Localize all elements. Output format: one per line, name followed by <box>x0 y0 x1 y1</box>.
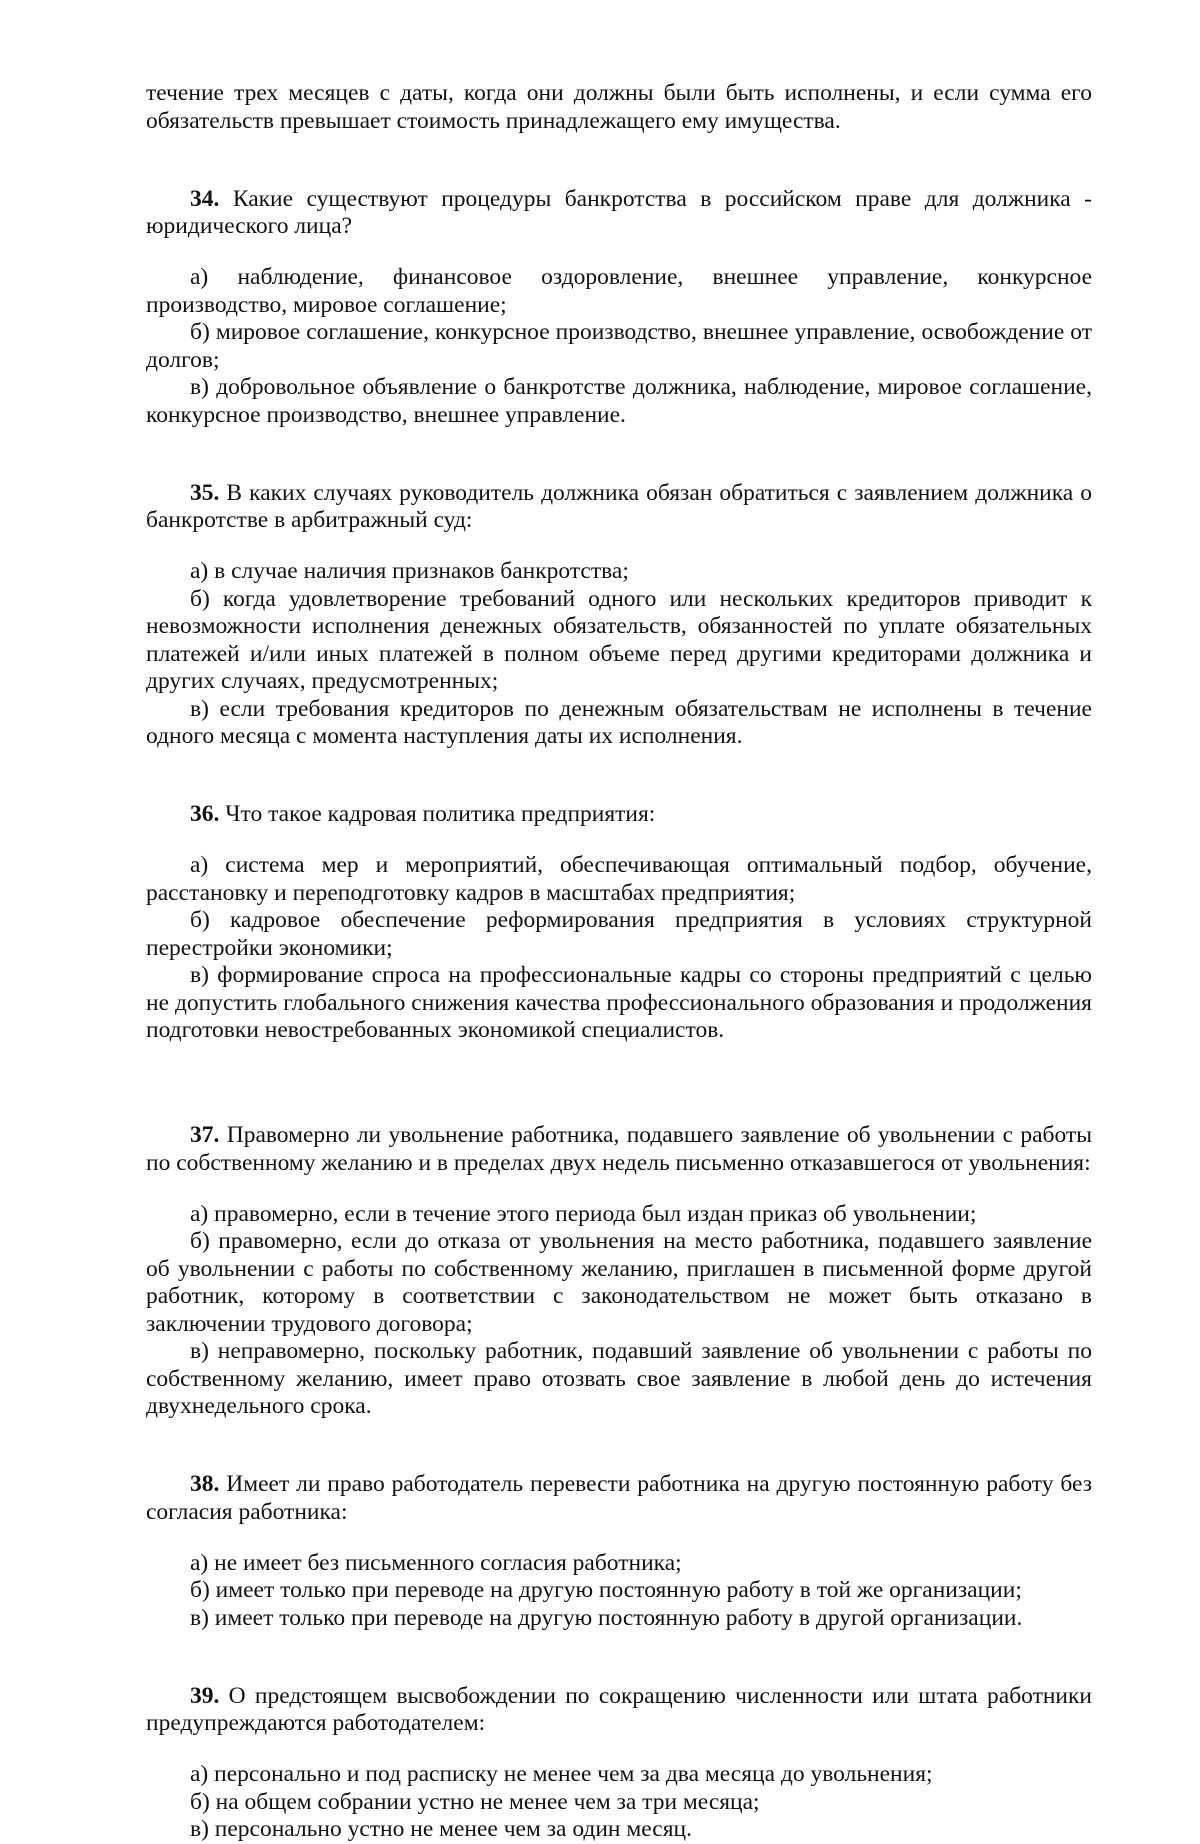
document-page <box>146 80 1092 1844</box>
question-number: 34. <box>190 185 220 212</box>
question-body: Какие существуют процедуры банкротства в российском праве для должника - юридического лица? <box>146 185 1093 239</box>
answer-option-a: а) правомерно, если в течение этого периода был издан приказ об увольнении; <box>190 1200 977 1227</box>
question-34 <box>146 186 1092 430</box>
intro-paragraph: течение трех месяцев с даты, когда они должны были быть исполнены, и если сумма его обязательств превышает стоимость принадлежащего ему имущества. <box>146 80 1092 134</box>
question-number: 37. <box>190 1122 220 1148</box>
question-number: 35. <box>190 479 220 506</box>
answer-option-b: б) когда удовлетворение требований одного или нескольких кредиторов приводит к невозможности исполнения денежных обязательств, обязанностей по уплате обязательных платежей и/или иных платежей в полном объеме перед другими кредиторами должника и других случаях, предусмотренных; <box>146 585 1092 694</box>
question-text <box>146 1122 1092 1177</box>
question-body: Что такое кадровая политика предприятия: <box>225 801 656 827</box>
spacer <box>146 429 1092 456</box>
answer-option-b: б) имеет только при переводе на другую постоянную работу в той же организации; <box>190 1577 1022 1603</box>
answer-option-a: а) в случае наличия признаков банкротства; <box>190 558 629 584</box>
spacer <box>146 1045 1092 1099</box>
question-body: Имеет ли право работодатель перевести работника на другую постоянную работу без согласия работника: <box>146 1471 1092 1525</box>
answer-option-c: в) имеет только при переводе на другую постоянную работу в другой организации. <box>190 1604 1023 1631</box>
question-38 <box>146 1471 1092 1632</box>
answer-option-b: б) кадровое обеспечение реформирования предприятия в условиях структурной перестройки экономики; <box>146 907 1092 961</box>
answer-option-a: а) наблюдение, финансовое оздоровление, внешнее управление, конкурсное производство, мировое соглашение; <box>146 264 1092 318</box>
question-text <box>146 186 1092 241</box>
question-body: В каких случаях руководитель должника обязан обратиться с заявлением должника о банкротстве в арбитражный суд: <box>146 479 1093 533</box>
answer-option-c: в) если требования кредиторов по денежным обязательствам не исполнены в течение одного месяца с момента наступления даты их исполнения. <box>146 695 1092 749</box>
spacer <box>146 751 1092 778</box>
question-body: О предстоящем высвобождении по сокращению численности или штата работники предупреждаются работодателем: <box>146 1682 1093 1736</box>
spacer <box>146 1421 1092 1448</box>
question-36 <box>146 801 1092 1045</box>
answer-option-b: б) на общем собрании устно не менее чем за три месяца; <box>190 1788 760 1815</box>
answer-option-c: в) персонально устно не менее чем за один месяц. <box>190 1816 692 1842</box>
question-text <box>146 480 1092 535</box>
question-39 <box>146 1683 1092 1844</box>
question-text <box>146 1683 1092 1738</box>
answer-option-b: б) мировое соглашение, конкурсное производство, внешнее управление, освобождение от долгов; <box>146 319 1092 373</box>
question-number: 36. <box>190 801 220 827</box>
answer-option-c: в) добровольное объявление о банкротстве должника, наблюдение, мировое соглашение, конкурсное производство, внешнее управление. <box>146 374 1092 428</box>
question-body: Правомерно ли увольнение работника, подавшего заявление об увольнении с работы по собственному желанию и в пределах двух недель письменно отказавшегося от увольнения: <box>146 1122 1092 1176</box>
spacer <box>146 1632 1092 1659</box>
question-text <box>146 801 1092 829</box>
answer-option-c: в) формирование спроса на профессиональные кадры со стороны предприятий с целью не допустить глобального снижения качества профессионального образования и продолжения подготовки невостребованных экономикой специалистов. <box>146 962 1092 1043</box>
answer-option-c: в) неправомерно, поскольку работник, подавший заявление об увольнении с работы по собственному желанию, имеет право отозвать свое заявление в любой день до истечения двухнедельного срока. <box>146 1338 1092 1419</box>
question-number: 38. <box>190 1471 220 1497</box>
answer-option-b: б) правомерно, если до отказа от увольнения на место работника, подавшего заявление об увольнении с работы по собственному желанию, приглашен в письменной форме другой работник, которому в соответствии с законодательством не может быть отказано в заключении трудового договора; <box>146 1228 1092 1337</box>
spacer <box>146 135 1092 162</box>
question-37 <box>146 1122 1092 1421</box>
answer-option-a: а) система мер и мероприятий, обеспечивающая оптимальный подбор, обучение, расстановку и переподготовку кадров в масштабах предприятия; <box>146 852 1092 906</box>
question-35 <box>146 480 1092 751</box>
question-text <box>146 1471 1092 1526</box>
question-number: 39. <box>190 1682 220 1709</box>
answer-option-a: а) персонально и под расписку не менее чем за два месяца до увольнения; <box>190 1761 933 1787</box>
answer-option-a: а) не имеет без письменного согласия работника; <box>190 1549 682 1576</box>
